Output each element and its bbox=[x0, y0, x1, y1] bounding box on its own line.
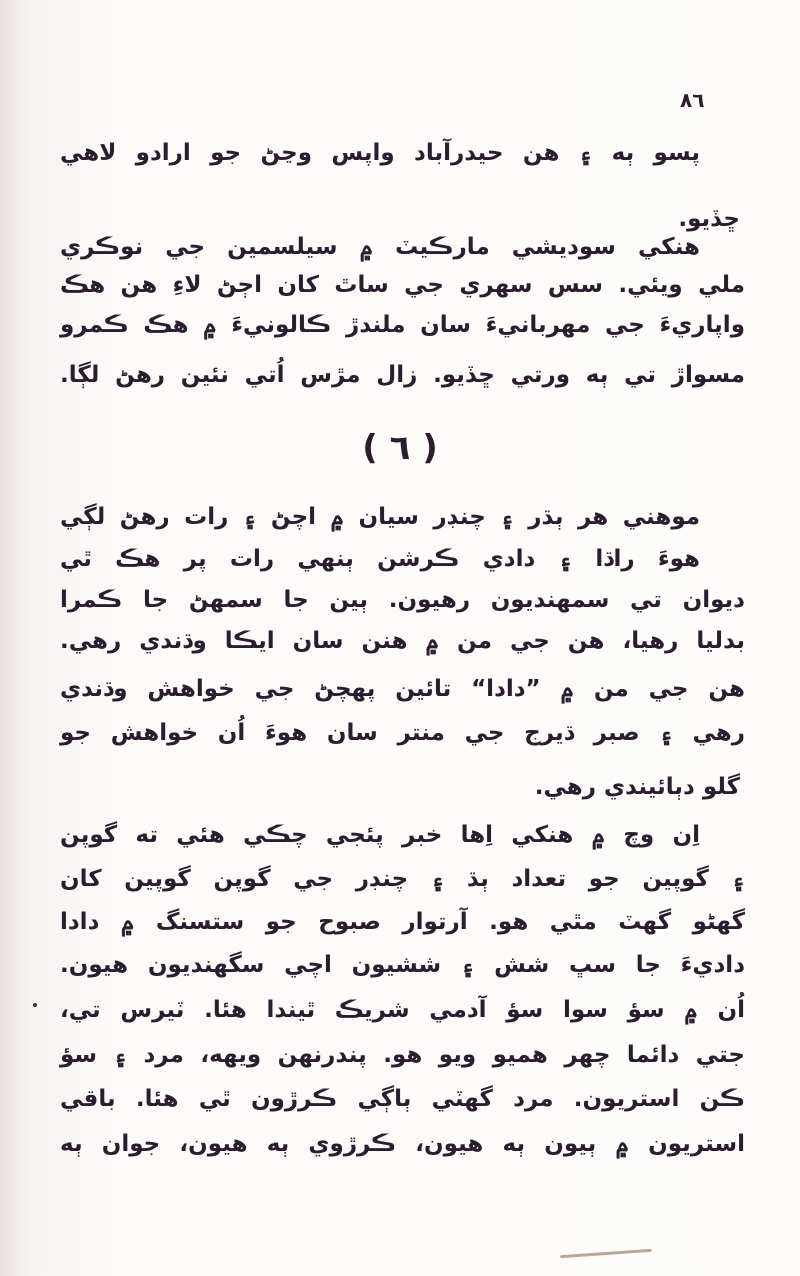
text-line: داديءَ جا سڀ شش ۽ ششيون اچي سگهنديون هيون. bbox=[60, 952, 745, 978]
text-line: استريون ۾ ٻيون ٻه هيون، ڪرڙوي ٻه هيون، جوان ٻه bbox=[60, 1131, 745, 1157]
text-line: مسواڙ تي ٻه ورتي ڇڏيو. زال مڙس اُتي نئين رهڻ لڳا. bbox=[60, 362, 745, 388]
text-line: هنکي سوديشي مارڪيٽ ۾ سيلسمين جي نوڪري bbox=[60, 234, 700, 260]
text-line: هوءَ راڌا ۽ دادي ڪرشن ٻنهي رات پر هڪ ٿي bbox=[60, 546, 700, 572]
text-line: رهي ۽ صبر ڌيرج جي منتر سان هوءَ اُن خواهش جو bbox=[60, 720, 745, 746]
text-line: ڪن استريون. مرد گهٽي ٻاڳي ڪرڙون ٿي هئا. باقي bbox=[60, 1086, 745, 1112]
text-line: ديوان تي سمهنديون رهيون. ٻين جا سمهڻ جا ڪمرا bbox=[60, 587, 745, 613]
text-line: ڇڏيو. bbox=[678, 206, 740, 232]
text-line: جتي دائما چهر هميو ويو هو. پندرنهن ويهه، مرد ۽ سؤ bbox=[60, 1042, 745, 1068]
text-line: اُن ۾ سؤ سوا سؤ آدمي شريڪ ٿيندا هئا. ٽيرس تي، bbox=[60, 997, 745, 1023]
text-line: اِن وچ ۾ هنکي اِها خبر پئجي چڪي هئي ته گوپن bbox=[60, 822, 700, 848]
text-line: ملي ويئي. سس سهري جي ساٿ کان اڄڻ لاءِ هن هڪ bbox=[60, 272, 745, 298]
text-line: پسو ٻه ۽ هن حيدرآباد واپس وڃڻ جو ارادو لاهي bbox=[60, 140, 700, 166]
text-line: گلو دٻائيندي رهي. bbox=[534, 774, 740, 800]
chapter-heading: ( ٦ ) bbox=[362, 428, 438, 468]
text-line: موهني هر ٻڌر ۽ چنڊر سيان ۾ اچڻ ۽ رات رهڻ لڳي bbox=[60, 504, 700, 530]
ink-dot-mark bbox=[33, 1003, 37, 1007]
text-line: ۽ گوپين جو تعداد ٻڌ ۽ چنڊر جي گوپن گوپين کان bbox=[60, 866, 745, 892]
text-line: بدليا رهيا، هن جي من ۾ هنن سان ايڪا وڌندي رهي. bbox=[60, 628, 745, 654]
pen-stroke-mark bbox=[560, 1249, 652, 1258]
text-line: هن جي من ۾ ”دادا“ تائين پهچڻ جي خواهش وڌندي bbox=[60, 676, 745, 702]
text-line: واپاريءَ جي مهربانيءَ سان ملندڙ ڪالونيءَ ۾ هڪ ڪمرو bbox=[60, 312, 745, 338]
page-number: ٨٦ bbox=[680, 88, 705, 112]
text-line: گهڻو گهٽ مٿي هو. آرتوار صبوح جو ستسنگ ۾ دادا bbox=[60, 909, 745, 935]
